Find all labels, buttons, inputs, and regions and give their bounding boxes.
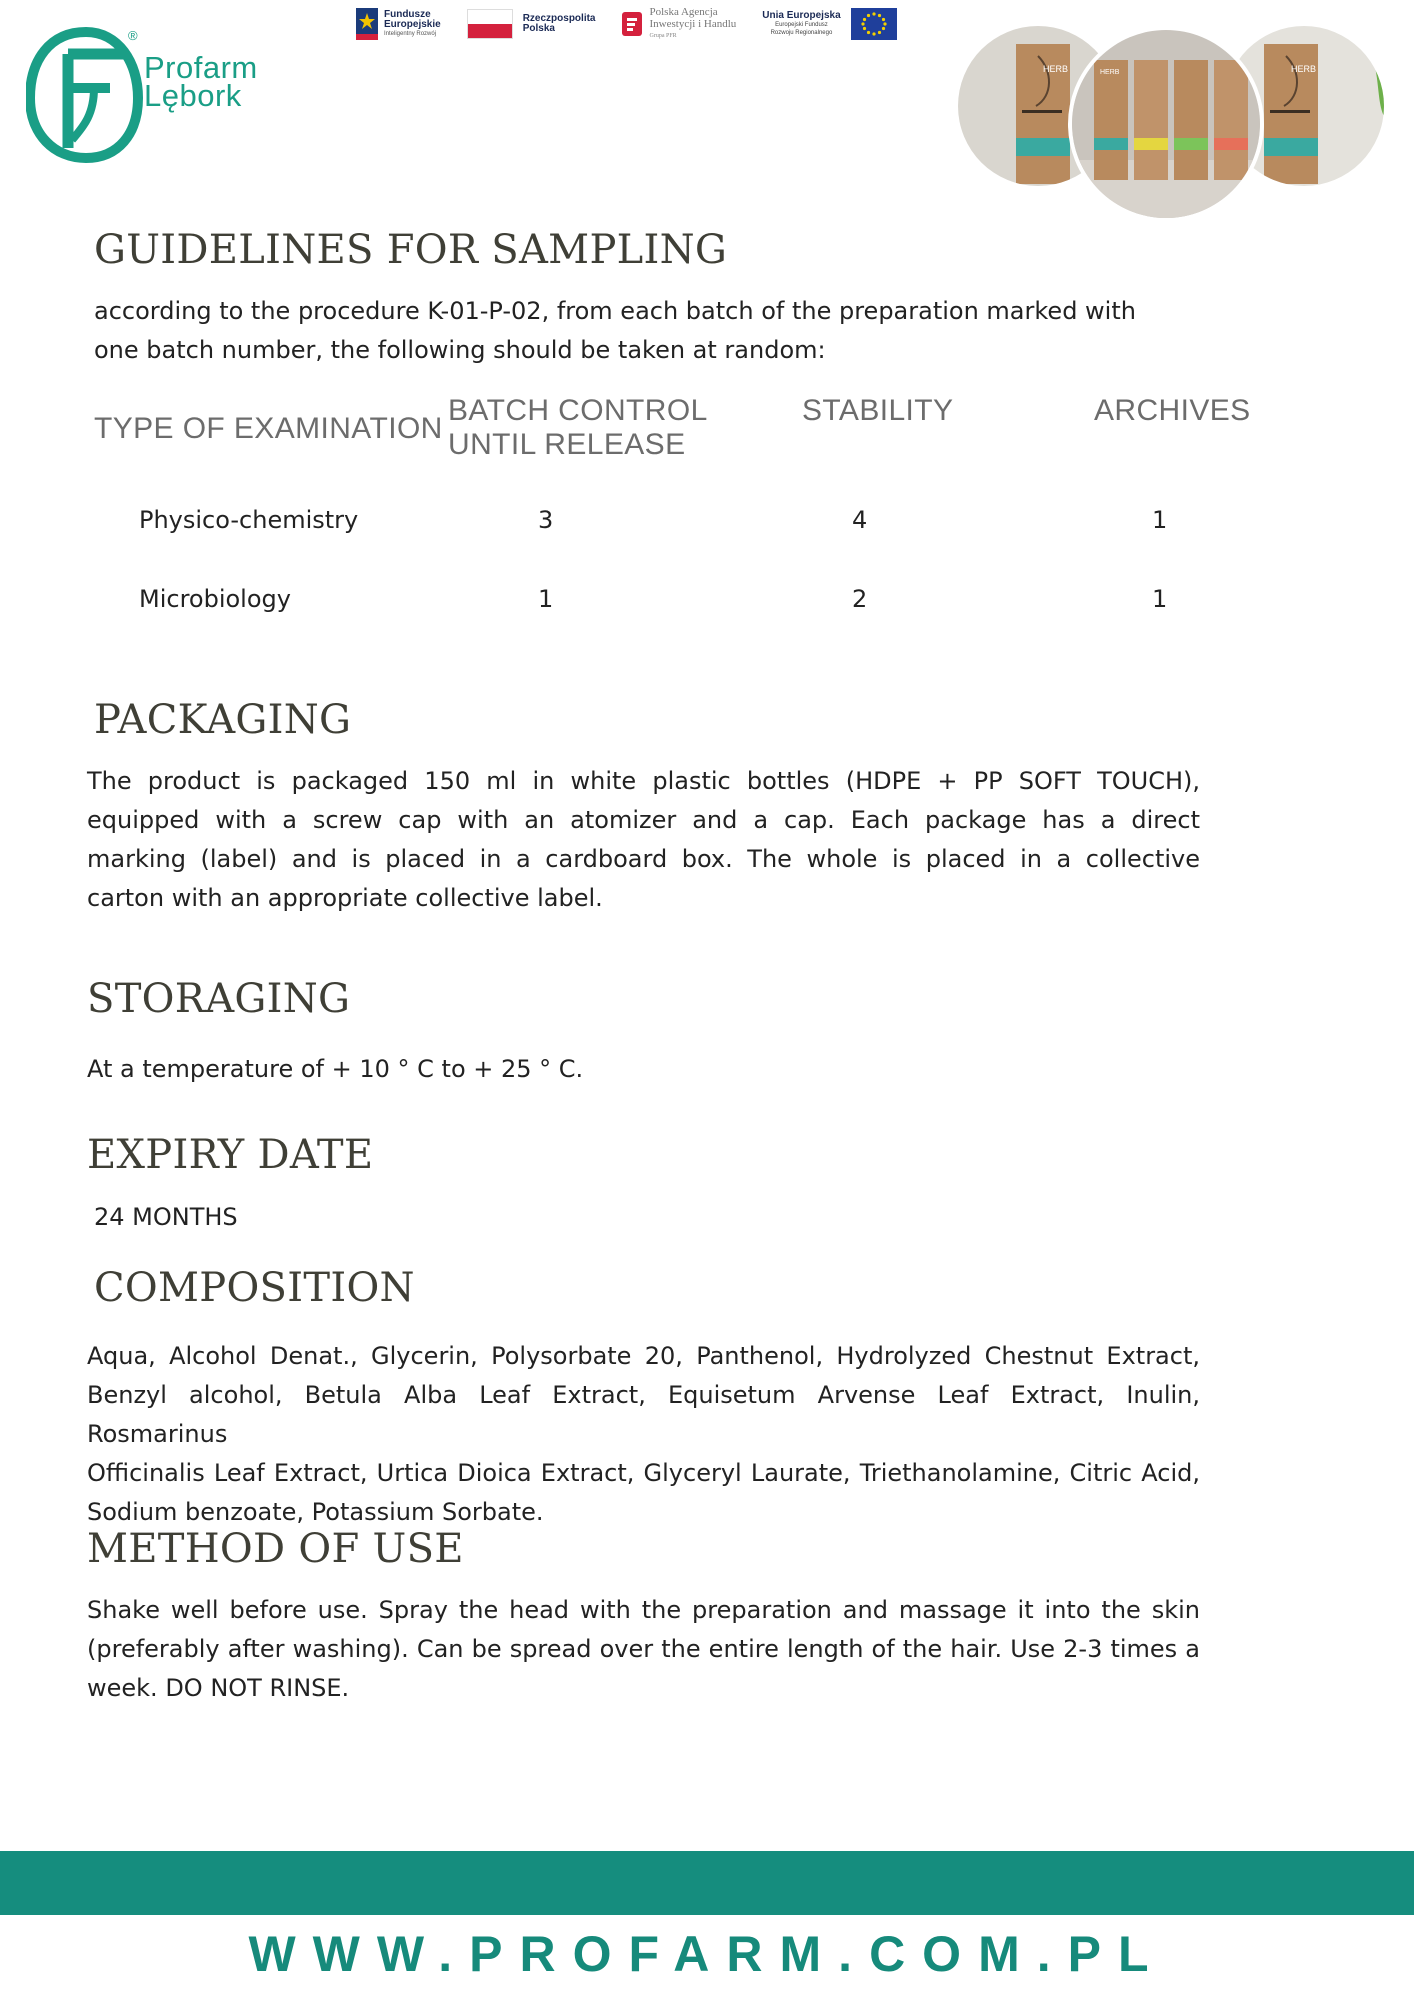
fe-sub: Inteligentny Rozwój <box>384 31 437 37</box>
ue-sub2: Rozwoju Regionalnego <box>770 30 833 36</box>
website-url[interactable]: WWW.PROFARM.COM.PL <box>248 1926 1166 1982</box>
row-batch-value: 1 <box>538 585 554 613</box>
composition-line: Sodium benzoate, Potassium Sorbate. <box>87 1498 544 1526</box>
packaging-heading: PACKAGING <box>94 697 352 743</box>
fe-line1: Fundusze <box>384 9 431 20</box>
polish-flag-icon <box>467 9 513 39</box>
packaging-line: marking (label) and is placed in a cardboard box. The whole is placed in a collective <box>87 845 1200 873</box>
expiry-text: 24 MONTHS <box>94 1203 238 1231</box>
composition-heading: COMPOSITION <box>94 1265 415 1311</box>
row-stability-value: 4 <box>852 506 868 534</box>
composition-line: Aqua, Alcohol Denat., Glycerin, Polysorbate 20, Panthenol, Hydrolyzed Chestnut Extract, <box>87 1342 1200 1370</box>
storaging-text: At a temperature of + 10 ° C to + 25 ° C. <box>87 1055 584 1083</box>
ue-sub1: Europejski Fundusz <box>775 22 828 28</box>
sampling-intro-line2: one batch number, the following should be taken at random: <box>94 336 826 364</box>
rp-line1: Rzeczpospolita <box>522 13 596 24</box>
method-line: (preferably after washing). Can be spread over the entire length of the hair. Use 2-3 times a <box>87 1635 1200 1663</box>
method-text <box>87 1591 1200 1708</box>
composition-text <box>87 1337 1200 1532</box>
ue-line1: Unia Europejska <box>762 10 841 21</box>
unia-europejska-logo <box>762 8 896 40</box>
logo-wordmark: Profarm <box>144 50 258 85</box>
row-archives-value: 1 <box>1152 506 1168 534</box>
method-line: Shake well before use. Spray the head with the preparation and massage it into the skin <box>87 1596 1200 1624</box>
column-header-batch-line1: BATCH CONTROL <box>448 394 708 427</box>
footer-band <box>0 1851 1414 1915</box>
product-photo-center <box>1068 26 1264 222</box>
row-batch-value: 3 <box>538 506 554 534</box>
method-line: week. DO NOT RINSE. <box>87 1674 350 1702</box>
rzeczpospolita-polska-logo <box>467 9 596 39</box>
packaging-line: The product is packaged 150 ml in white plastic bottles (HDPE + PP SOFT TOUCH), <box>87 767 1200 795</box>
paih-logo <box>622 6 737 42</box>
sampling-heading: GUIDELINES FOR SAMPLING <box>94 227 728 273</box>
column-header-batch-line2: UNTIL RELEASE <box>448 428 686 461</box>
product-range-image <box>1072 30 1260 218</box>
row-type: Physico-chemistry <box>139 506 359 534</box>
profarm-logo-mark-icon <box>26 24 146 164</box>
herb-label-center: HERB <box>1100 69 1120 76</box>
packaging-line: carton with an appropriate collective label. <box>87 884 603 912</box>
column-header-stability: STABILITY <box>802 394 954 427</box>
herb-label-right: HERB <box>1291 64 1317 74</box>
expiry-heading: EXPIRY DATE <box>87 1132 374 1178</box>
profarm-logo <box>26 24 266 164</box>
logo-location: Lębork <box>144 78 242 113</box>
packaging-text <box>87 762 1200 918</box>
paih-line1: Polska Agencja <box>649 6 718 18</box>
paih-sub: Grupa PFR <box>649 33 677 39</box>
rp-line2: Polska <box>522 23 555 34</box>
composition-line: Officinalis Leaf Extract, Urtica Dioica Extract, Glyceryl Laurate, Triethanolamine, Citric Acid, <box>87 1459 1200 1487</box>
funding-logos-strip <box>356 4 897 44</box>
fe-star-icon <box>356 8 378 40</box>
herb-label-left: HERB <box>1043 64 1069 74</box>
column-header-type: TYPE OF EXAMINATION <box>94 412 443 445</box>
paih-line2: Inwestycji i Handlu <box>649 18 737 30</box>
storaging-heading: STORAGING <box>87 976 351 1022</box>
eu-flag-icon <box>851 8 897 40</box>
composition-line: Benzyl alcohol, Betula Alba Leaf Extract, Equisetum Arvense Leaf Extract, Inulin, Rosmarinus <box>87 1381 1200 1448</box>
row-type: Microbiology <box>139 585 291 613</box>
fundusze-europejskie-logo <box>356 8 441 40</box>
fe-line2: Europejskie <box>384 19 441 30</box>
row-stability-value: 2 <box>852 585 868 613</box>
registered-mark: ® <box>128 28 138 43</box>
paih-mark-icon <box>622 12 642 36</box>
packaging-line: equipped with a screw cap with an atomizer and a cap. Each package has a direct <box>87 806 1200 834</box>
column-header-archives: ARCHIVES <box>1094 394 1251 427</box>
method-heading: METHOD OF USE <box>87 1526 464 1572</box>
sampling-intro-line1: according to the procedure K-01-P-02, from each batch of the preparation marked with <box>94 297 1136 325</box>
row-archives-value: 1 <box>1152 585 1168 613</box>
